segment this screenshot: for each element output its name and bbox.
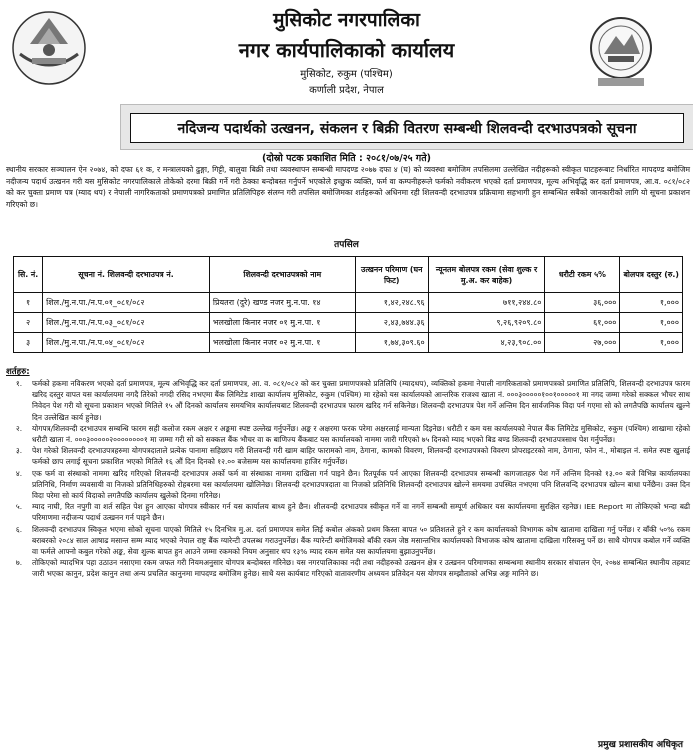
- condition-text: शिलवन्दी दरभाउपत्र स्विकृत भएमा सोको सूचना पाएको मितिले १५ दिनभित्र मु.अ. दर्ता प्रमाणपत्र समेत लिई कबोल अंकको प्रथम किस्ता बापत ५० प्रतिशतले हुने र कम कार्यालयको विभागक कोष खातामा दाखिला गर्नु पर्नेछ। र बाँकी ५०% रकम बराबरको २०८४ साल आषाढ मसान्त सम्म म्याद भएको नेपाल राष्ट्र बैंक ग्यारेन्टी उपलब्ध गराउनुपर्नेछ। बैंक ग्यारेन्टी बमोजिमको बाँकी रकम जेष्ठ मसान्तभित्र कार्यालयको विभाजक कोष खातामा दाखिला गरिसक्नु पर्ने छ। साथै योगपत्र कबोल गर्ने व्यक्ति वा फर्मले आफ्नो कबुल गरेको अङ्क, सेवा शुल्क बापत हुन आउने जम्मा रकमको नियम अनुसार थप १३% म्याद रकम समेत यस कार्यालयमा बुझाउनुपर्नेछ।: [32, 524, 690, 557]
- condition-item: [6, 423, 690, 445]
- condition-text: म्याद नाघी, रित नपुगी वा शर्त सहित पेश हुन आएका योगपत्र स्वीकार गर्न यस कार्यालय बाध्य हुने छैन। शीलवन्दी दरभाउपत्र स्वीकृत गर्ने वा नगर्ने सम्बन्धी सम्पूर्ण अधिकार यस कार्यालयमा सुरक्षित रहनेछ। IEE Report मा तोकिएको भन्दा बढी परिमाणमा नदीजन्य पदार्थ उत्खनन गर्न पाइने छैन।: [32, 502, 690, 523]
- col-header: बोलपत्र दस्तुर (रु.): [620, 257, 683, 293]
- cell-deposit: २७,०००: [545, 333, 620, 353]
- condition-item: [6, 378, 690, 423]
- municipality-name: मुसिकोट नगरपालिका: [273, 9, 420, 31]
- condition-item: [6, 445, 690, 467]
- cell-fee: १,०००: [620, 333, 683, 353]
- conditions-heading: शर्तहरु:: [6, 367, 30, 377]
- condition-number: ४.: [15, 468, 23, 478]
- col-header: न्यूनतम बोलपत्र रकम (सेवा शुल्क र मु.अ. कर बाहेक): [428, 257, 545, 293]
- cell-min-amount: ७११,२४४.८०: [428, 293, 545, 313]
- condition-item: [6, 468, 690, 502]
- cell-serial: १: [14, 293, 43, 313]
- cell-notice-no: शिल./मु.न.पा./न.प.०१_०८१/०८२: [43, 293, 210, 313]
- cell-notice-no: शिल./मु.न.पा./न.प.०४_०८१/०८२: [43, 333, 210, 353]
- office-location: मुसिकोट, रुकुम (पश्चिम): [300, 69, 393, 80]
- col-header: धरौटी रकम ५%: [545, 257, 620, 293]
- cell-name: भलखोला किनार नजर ०२ मु.न.पा. १: [209, 333, 355, 353]
- condition-text: योगपत्र/शिलवन्दी दरभाउपत्र सम्बन्धि फारम सही कलोज रकम अक्षर र अङ्कमा स्पष्ट उल्लेख गर्नुपर्नेछ। अङ्क र अक्षरमा फरक परेमा अक्षरलाई मान्यता दिइनेछ। धरौटी र कम यस कार्यालयको नेपाल बैंक लिमिटेड मुसिकोट, रुकुम (पश्चिम) शाखामा रहेको धरौटी खाता नं. ०००३०००००२००००००००१ मा जम्मा गरी सो को सक्कल बैंक भौचर वा क बाणिज्य बैंकबाट यस कार्यालयको नाममा जारी गरिएको ७५ दिनको म्याद भएको बिड बण्ड शिलवन्दी दरभाउपत्रसाथ पेश गर्नुपर्नेछ।: [32, 423, 690, 445]
- condition-item: [6, 557, 690, 579]
- cell-min-amount: ४,२३,९०८.००: [428, 333, 545, 353]
- cell-name: प्रियतरा (दुरे) खण्ड नजर मु.न.पा. १४: [209, 293, 355, 313]
- condition-number: ६.: [15, 524, 23, 534]
- col-header: शिलवन्दी दरभाउपत्रको नाम: [209, 257, 355, 293]
- table-row: [14, 293, 683, 313]
- condition-text: एक फर्म वा संस्थाको नाममा खरिद गरिएको शिलवन्दी दरभाउपत्र अर्को फर्म वा संस्थाका नाममा दाखिला गर्न पाइने छैन। रितपूर्वक पर्न आएका शिलवन्दी दरभाउपत्र सम्बन्धी कागजातहरु पेश गर्ने अन्तिम दिनको १३.०० बजे विभिन्न कार्यालयका प्रतिनिधि, निर्माण व्यवसायी वा निजको प्रतिनिधिहरुको रोहबरमा यस कार्यालयमा खोलिनेछ। शिलवन्दी दरभाउपत्रदाता वा निजको प्रतिनिधि शिलवन्दी दरभाउपत्र खोल्ने समयमा उपस्थित नभएमा पनि शिलवन्दि दरभाउपत्र खोल्न बाधा पर्नेछैन। उक्त दिन विदा परेमा सो कार्य विदाको लगतैपछि कार्यालय खुलेको दिनमा गरिनेछ।: [32, 468, 690, 501]
- col-header: सि. नं.: [14, 257, 43, 293]
- condition-number: ७.: [15, 558, 23, 568]
- condition-text: तोकिएको म्यादभित्र पहा उठाउन नसाएमा रकम जफत गरी नियमअनुसार योगपत्र बन्दोबस्त गरिनेछ। यस नगरपालिकाका नदी तथा नदीहरुको उत्खनन क्षेत्र र उत्खनन परिमाणका सम्बन्धमा स्थानीय सरकार संचालन ऐन, २०७४ सम्बन्धित स्थानीय तहबाट जारी भएका कानुन, प्रदेश कानुन तथा अन्य प्रचलित कानुनमा मापदण्ड बमोजिम हुनेछ। साथै यस कार्यबाट गरिएको वातावरणीय अध्ययन प्रतिवेदन यस योगपत्र सम्झौताको अभिन्न अङ्ग मानिने छ।: [32, 558, 690, 579]
- table-header-row: [14, 257, 683, 293]
- cell-quantity: १,४२,२४८.९६: [355, 293, 428, 313]
- intro-paragraph: स्थानीय सरकार सञ्चालन ऐन २०७४, को दफा ६१ क, र मन्त्रालयको ढुङ्गा, गिट्टी, बालुवा बिक्री तथा व्यवस्थापन सम्बन्धी मापदण्ड २०७७ दफा ४ (घ) को व्यवस्था बमोजिम तपसिलमा उल्लेखित नदीहरूको स्वीकृत घाटहरूबाट निर्धारित मापदण्ड बमोजिम नदीजन्य पदार्थ उत्खनन गरी यस मुसिकोट नगरपालिकाले तोकेको दरमा बिक्री गर्ने गरी ठेक्का बन्दोबस्त गर्नुपर्ने भएकोले इच्छुक व्यक्ति, फर्म वा कम्पनीहरूले फर्मको नवीकरण भएको दर्ता प्रमाणपत्र, मूल्य अभिवृद्धि कर दर्ता प्रमाणपत्र, आ.व. ०८१/०८२ को कर चुक्ता प्रमाण पत्र (म्याद थप) र नेपाली नागरिकताको प्रमाणपत्रको प्रमाणित प्रतिलिपिहरु संलग्न गरी तपसिल बमोजिमका शर्तहरूको अधिनमा रही शिलवन्दी दरभाउपत्र प्रक्रियामा सहभागी हुन सम्बन्धित सबैको जानकारीको लागि यो सूचना प्रकाशन गरिएको छ।: [6, 165, 690, 209]
- conditions-list: [6, 378, 690, 580]
- cell-min-amount: ९,२६,९२०९.८०: [428, 313, 545, 333]
- publication-date: (दोस्रो पटक प्रकाशित मिति : २०८१/०७/२५ गते): [261, 153, 432, 164]
- col-header: सूचना नं. शिलवन्दी दरभाउपत्र नं.: [43, 257, 210, 293]
- table-row: [14, 333, 683, 353]
- condition-item: [6, 501, 690, 523]
- condition-number: ३.: [15, 446, 23, 456]
- cell-serial: ३: [14, 333, 43, 353]
- table-title: तपसिल: [334, 240, 359, 250]
- condition-number: ५.: [15, 502, 23, 512]
- col-header: उत्खनन परिमाण (घन फिट): [355, 257, 428, 293]
- condition-number: २.: [15, 423, 23, 433]
- province-line: कर्णाली प्रदेश, नेपाल: [309, 85, 384, 96]
- condition-number: १.: [15, 379, 23, 388]
- notice-title-banner: नदिजन्य पदार्थको उत्खनन, संकलन र बिक्री वितरण सम्बन्धी शिलवन्दी दरभाउपत्रको सूचना: [130, 113, 684, 143]
- table-row: [14, 313, 683, 333]
- cell-quantity: २,४३,७४४.३६: [355, 313, 428, 333]
- cell-name: भलखोला किनार नजर ०१ मु.न.पा. १: [209, 313, 355, 333]
- signature-title: प्रमुख प्रशासकीय अधिकृत: [597, 740, 683, 750]
- condition-text: पेश गरेको शिलवन्दी दरभाउपत्रहरुमा योगपत्रदाताले प्रत्येक पानामा सहिछाप गरी शिलवन्दी गरी खाम बाहिर फारामको नाम, ठेगाना, कामको विवरण, शिलवन्दी दरभाउपत्रको विवरण प्रोपराइटरको नाम, ठेगाना, फोन नं., मोबाइल नं. समेत स्पष्ट खुलाई फर्मको छाप लगाई सूचना प्रकाशित भएको मितिले १६ औं दिन दिनको १२.०० बजेसम्म यस कार्यालयमा हाजिर गर्नुपर्नेछ।: [32, 446, 690, 467]
- cell-deposit: ३६,०००: [545, 293, 620, 313]
- cell-fee: १,०००: [620, 313, 683, 333]
- condition-text: फर्मको हकमा नविकरण भएको दर्ता प्रमाणपत्र, मूल्य अभिवृद्धि कर दर्ता प्रमाणपत्र, आ. व. ०८१/०८२ को कर चुक्ता प्रमाणपत्रको प्रतिलिपि (म्यादथप), व्यक्तिको हकमा नेपाली नागरिकताको प्रमाणपत्रको प्रमाणित प्रतिलिपि, शिलवन्दी दरभाउपत्र फारम खरिद दस्तुर वापत यस कार्यालयमा नगदै तिरेको नगदी रसिद नभएमा बैंक लिमिटेड शाखा कार्यालय मुसिकोट, रुकुम (पश्चिम) मा रहेको यस कार्यालयको आन्तरिक राजश्व खाता नं. ०००३०००००१००१०००००१ मा नगद जम्मा गरेको सक्कल भौचर साथ निवेदन पेश गरी यो सूचना प्रकाशन भएको मितिले १५ औं दिनको कार्यालय समयभित्र कार्यालयबाट शिलवन्दी दरभाउपत्र फारम खरिद गर्न सकिनेछ। शिलवन्दी दरभाउपत्र पेश गर्ने अन्तिम दिन सार्वजनिक विदा पर्न गएमा सो को लगतैपछि कार्यालय खुल्ने दिन उल्लेखित कार्य हुनेछ।: [32, 379, 690, 422]
- cell-quantity: १,७४,३०९.६०: [355, 333, 428, 353]
- cell-notice-no: शिल./मु.न.पा./न.प.०३_०८१/०८२: [43, 313, 210, 333]
- cell-fee: १,०००: [620, 293, 683, 313]
- office-name: नगर कार्यपालिकाको कार्यालय: [238, 38, 455, 62]
- cell-deposit: ६१,०००: [545, 313, 620, 333]
- bid-table: [13, 256, 683, 353]
- cell-serial: २: [14, 313, 43, 333]
- condition-item: [6, 524, 690, 558]
